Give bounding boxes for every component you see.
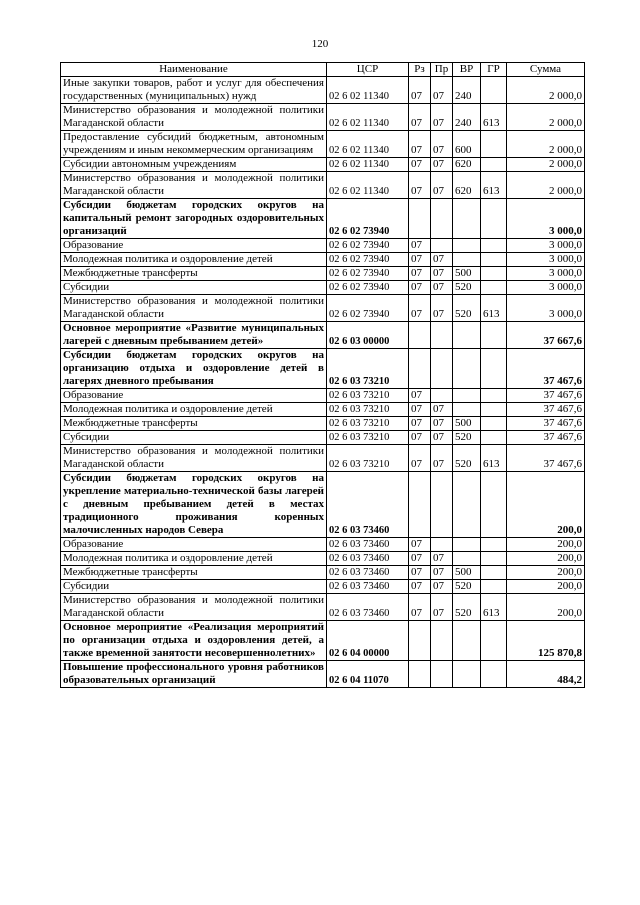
row-vr-cell: 620 <box>453 158 481 172</box>
table-row <box>61 295 585 322</box>
row-gr-cell <box>481 431 507 445</box>
row-csr-cell: 02 6 02 11340 <box>327 77 409 104</box>
row-rz-cell <box>409 349 431 389</box>
table-row <box>61 349 585 389</box>
row-pr-cell: 07 <box>431 104 453 131</box>
row-vr-cell <box>453 349 481 389</box>
table-row <box>61 580 585 594</box>
row-pr-cell: 07 <box>431 403 453 417</box>
row-pr-cell <box>431 349 453 389</box>
row-pr-cell: 07 <box>431 431 453 445</box>
row-gr-cell <box>481 417 507 431</box>
row-rz-cell: 07 <box>409 172 431 199</box>
row-rz-cell: 07 <box>409 580 431 594</box>
row-sum-cell: 37 667,6 <box>507 322 585 349</box>
row-pr-cell <box>431 389 453 403</box>
table-row <box>61 281 585 295</box>
row-csr-cell: 02 6 03 73460 <box>327 472 409 538</box>
row-gr-cell <box>481 199 507 239</box>
table-row <box>61 594 585 621</box>
row-gr-cell <box>481 621 507 661</box>
row-sum-cell: 37 467,6 <box>507 445 585 472</box>
row-rz-cell: 07 <box>409 77 431 104</box>
row-pr-cell: 07 <box>431 417 453 431</box>
row-gr-cell: 613 <box>481 295 507 322</box>
row-rz-cell: 07 <box>409 104 431 131</box>
row-pr-cell <box>431 199 453 239</box>
table-row <box>61 431 585 445</box>
table-row <box>61 472 585 538</box>
table-row <box>61 239 585 253</box>
row-csr-cell: 02 6 02 73940 <box>327 267 409 281</box>
row-rz-cell: 07 <box>409 538 431 552</box>
table-row <box>61 552 585 566</box>
row-csr-cell: 02 6 03 73210 <box>327 417 409 431</box>
row-pr-cell: 07 <box>431 172 453 199</box>
row-vr-cell <box>453 322 481 349</box>
row-pr-cell: 07 <box>431 158 453 172</box>
table-row <box>61 131 585 158</box>
row-gr-cell <box>481 538 507 552</box>
row-csr-cell: 02 6 02 11340 <box>327 104 409 131</box>
column-header-gr: ГР <box>481 63 507 77</box>
row-sum-cell: 2 000,0 <box>507 131 585 158</box>
row-sum-cell: 3 000,0 <box>507 295 585 322</box>
row-gr-cell <box>481 349 507 389</box>
row-name-cell: Субсидии бюджетам городских округов на организацию отдыха и оздоровление детей в лагерях дневного пребывания <box>61 349 327 389</box>
row-csr-cell: 02 6 03 73460 <box>327 566 409 580</box>
row-name-cell: Молодежная политика и оздоровление детей <box>61 403 327 417</box>
budget-table <box>60 62 585 688</box>
row-vr-cell <box>453 239 481 253</box>
row-sum-cell: 200,0 <box>507 580 585 594</box>
row-rz-cell: 07 <box>409 594 431 621</box>
row-vr-cell <box>453 552 481 566</box>
row-gr-cell: 613 <box>481 445 507 472</box>
row-vr-cell: 500 <box>453 417 481 431</box>
row-name-cell: Министерство образования и молодежной политики Магаданской области <box>61 295 327 322</box>
row-csr-cell: 02 6 03 73210 <box>327 349 409 389</box>
table-row <box>61 172 585 199</box>
row-pr-cell <box>431 239 453 253</box>
row-csr-cell: 02 6 03 73210 <box>327 389 409 403</box>
row-name-cell: Субсидии <box>61 431 327 445</box>
row-sum-cell: 37 467,6 <box>507 431 585 445</box>
row-rz-cell: 07 <box>409 389 431 403</box>
column-header-vr: ВР <box>453 63 481 77</box>
row-vr-cell: 520 <box>453 580 481 594</box>
row-sum-cell: 200,0 <box>507 594 585 621</box>
row-gr-cell <box>481 403 507 417</box>
row-name-cell: Межбюджетные трансферты <box>61 566 327 580</box>
row-name-cell: Молодежная политика и оздоровление детей <box>61 552 327 566</box>
row-name-cell: Субсидии бюджетам городских округов на капитальный ремонт загородных оздоровительных организаций <box>61 199 327 239</box>
row-gr-cell: 613 <box>481 594 507 621</box>
row-name-cell: Образование <box>61 538 327 552</box>
row-vr-cell: 620 <box>453 172 481 199</box>
row-sum-cell: 484,2 <box>507 661 585 688</box>
column-header-sum: Сумма <box>507 63 585 77</box>
row-pr-cell: 07 <box>431 295 453 322</box>
row-vr-cell <box>453 253 481 267</box>
row-sum-cell: 37 467,6 <box>507 417 585 431</box>
table-header-row <box>61 63 585 77</box>
row-sum-cell: 3 000,0 <box>507 199 585 239</box>
row-rz-cell: 07 <box>409 131 431 158</box>
row-name-cell: Образование <box>61 239 327 253</box>
row-rz-cell: 07 <box>409 158 431 172</box>
row-sum-cell: 200,0 <box>507 552 585 566</box>
row-vr-cell: 520 <box>453 431 481 445</box>
row-vr-cell: 600 <box>453 131 481 158</box>
row-pr-cell: 07 <box>431 77 453 104</box>
row-csr-cell: 02 6 03 73210 <box>327 445 409 472</box>
column-header-name: Наименование <box>61 63 327 77</box>
row-vr-cell <box>453 389 481 403</box>
row-pr-cell: 07 <box>431 445 453 472</box>
row-vr-cell: 240 <box>453 77 481 104</box>
row-gr-cell <box>481 566 507 580</box>
row-pr-cell <box>431 538 453 552</box>
row-vr-cell: 520 <box>453 295 481 322</box>
table-row <box>61 403 585 417</box>
row-vr-cell <box>453 621 481 661</box>
table-row <box>61 77 585 104</box>
row-rz-cell <box>409 472 431 538</box>
row-name-cell: Межбюджетные трансферты <box>61 417 327 431</box>
row-pr-cell: 07 <box>431 552 453 566</box>
page-number: 120 <box>311 38 329 50</box>
row-pr-cell: 07 <box>431 580 453 594</box>
table-row <box>61 389 585 403</box>
row-pr-cell: 07 <box>431 253 453 267</box>
row-pr-cell: 07 <box>431 566 453 580</box>
row-csr-cell: 02 6 03 00000 <box>327 322 409 349</box>
row-rz-cell: 07 <box>409 253 431 267</box>
row-rz-cell: 07 <box>409 552 431 566</box>
row-vr-cell: 520 <box>453 594 481 621</box>
row-rz-cell: 07 <box>409 239 431 253</box>
row-pr-cell: 07 <box>431 281 453 295</box>
row-pr-cell <box>431 322 453 349</box>
column-header-csr: ЦСР <box>327 63 409 77</box>
row-rz-cell <box>409 621 431 661</box>
row-csr-cell: 02 6 02 73940 <box>327 281 409 295</box>
row-csr-cell: 02 6 03 73460 <box>327 594 409 621</box>
row-gr-cell <box>481 472 507 538</box>
row-gr-cell <box>481 131 507 158</box>
row-sum-cell: 200,0 <box>507 566 585 580</box>
table-row <box>61 445 585 472</box>
row-rz-cell: 07 <box>409 267 431 281</box>
row-vr-cell <box>453 661 481 688</box>
row-gr-cell <box>481 77 507 104</box>
row-name-cell: Молодежная политика и оздоровление детей <box>61 253 327 267</box>
row-name-cell: Субсидии бюджетам городских округов на укрепление материально-технической базы лагерей с дневным пребыванием детей в местах традиционного проживания коренных малочисленных народов Севера <box>61 472 327 538</box>
table-row <box>61 417 585 431</box>
row-vr-cell <box>453 538 481 552</box>
row-rz-cell: 07 <box>409 403 431 417</box>
row-rz-cell: 07 <box>409 281 431 295</box>
row-sum-cell: 3 000,0 <box>507 253 585 267</box>
row-name-cell: Иные закупки товаров, работ и услуг для обеспечения государственных (муниципальных) нужд <box>61 77 327 104</box>
row-csr-cell: 02 6 04 00000 <box>327 621 409 661</box>
row-name-cell: Основное мероприятие «Развитие муниципальных лагерей с дневным пребыванием детей» <box>61 322 327 349</box>
row-sum-cell: 37 467,6 <box>507 349 585 389</box>
table-row <box>61 661 585 688</box>
column-header-pr: Пр <box>431 63 453 77</box>
row-name-cell: Повышение профессионального уровня работников образовательных организаций <box>61 661 327 688</box>
row-csr-cell: 02 6 03 73460 <box>327 552 409 566</box>
row-pr-cell <box>431 621 453 661</box>
row-pr-cell <box>431 472 453 538</box>
row-rz-cell: 07 <box>409 431 431 445</box>
row-sum-cell: 3 000,0 <box>507 281 585 295</box>
table-row <box>61 199 585 239</box>
row-sum-cell: 2 000,0 <box>507 104 585 131</box>
row-gr-cell <box>481 552 507 566</box>
table-row <box>61 538 585 552</box>
row-sum-cell: 3 000,0 <box>507 267 585 281</box>
row-sum-cell: 200,0 <box>507 538 585 552</box>
row-name-cell: Министерство образования и молодежной политики Магаданской области <box>61 594 327 621</box>
row-vr-cell: 500 <box>453 566 481 580</box>
row-csr-cell: 02 6 02 73940 <box>327 295 409 322</box>
row-gr-cell <box>481 389 507 403</box>
row-gr-cell: 613 <box>481 172 507 199</box>
row-rz-cell: 07 <box>409 295 431 322</box>
row-csr-cell: 02 6 02 11340 <box>327 172 409 199</box>
row-rz-cell <box>409 322 431 349</box>
row-csr-cell: 02 6 02 73940 <box>327 239 409 253</box>
table-row <box>61 158 585 172</box>
row-name-cell: Министерство образования и молодежной политики Магаданской области <box>61 172 327 199</box>
table-row <box>61 267 585 281</box>
row-gr-cell <box>481 239 507 253</box>
row-name-cell: Министерство образования и молодежной политики Магаданской области <box>61 104 327 131</box>
row-sum-cell: 2 000,0 <box>507 77 585 104</box>
row-sum-cell: 3 000,0 <box>507 239 585 253</box>
row-vr-cell: 520 <box>453 445 481 472</box>
row-sum-cell: 2 000,0 <box>507 172 585 199</box>
row-rz-cell: 07 <box>409 566 431 580</box>
row-name-cell: Предоставление субсидий бюджетным, автономным учреждениям и иным некоммерческим организациям <box>61 131 327 158</box>
row-rz-cell: 07 <box>409 445 431 472</box>
row-name-cell: Министерство образования и молодежной политики Магаданской области <box>61 445 327 472</box>
table-row <box>61 104 585 131</box>
row-sum-cell: 2 000,0 <box>507 158 585 172</box>
table-body <box>61 77 585 688</box>
row-gr-cell <box>481 661 507 688</box>
row-pr-cell: 07 <box>431 267 453 281</box>
table-row <box>61 322 585 349</box>
table-row <box>61 621 585 661</box>
row-vr-cell: 240 <box>453 104 481 131</box>
row-csr-cell: 02 6 03 73460 <box>327 538 409 552</box>
row-gr-cell <box>481 322 507 349</box>
row-gr-cell <box>481 267 507 281</box>
row-pr-cell: 07 <box>431 594 453 621</box>
row-sum-cell: 37 467,6 <box>507 403 585 417</box>
row-name-cell: Субсидии <box>61 281 327 295</box>
row-name-cell: Межбюджетные трансферты <box>61 267 327 281</box>
row-gr-cell: 613 <box>481 104 507 131</box>
row-csr-cell: 02 6 02 11340 <box>327 158 409 172</box>
row-name-cell: Основное мероприятие «Реализация мероприятий по организации отдыха и оздоровления детей, а также временной занятости несовершеннолетних» <box>61 621 327 661</box>
row-csr-cell: 02 6 03 73210 <box>327 403 409 417</box>
row-name-cell: Субсидии <box>61 580 327 594</box>
table-row <box>61 253 585 267</box>
row-name-cell: Субсидии автономным учреждениям <box>61 158 327 172</box>
row-pr-cell: 07 <box>431 131 453 158</box>
row-gr-cell <box>481 580 507 594</box>
row-vr-cell: 500 <box>453 267 481 281</box>
row-vr-cell <box>453 472 481 538</box>
row-csr-cell: 02 6 02 11340 <box>327 131 409 158</box>
row-gr-cell <box>481 281 507 295</box>
row-vr-cell <box>453 403 481 417</box>
row-rz-cell: 07 <box>409 417 431 431</box>
row-sum-cell: 37 467,6 <box>507 389 585 403</box>
row-rz-cell <box>409 199 431 239</box>
row-gr-cell <box>481 253 507 267</box>
row-csr-cell: 02 6 02 73940 <box>327 253 409 267</box>
row-csr-cell: 02 6 04 11070 <box>327 661 409 688</box>
row-vr-cell <box>453 199 481 239</box>
row-sum-cell: 200,0 <box>507 472 585 538</box>
column-header-rz: Рз <box>409 63 431 77</box>
row-gr-cell <box>481 158 507 172</box>
row-name-cell: Образование <box>61 389 327 403</box>
row-csr-cell: 02 6 02 73940 <box>327 199 409 239</box>
row-sum-cell: 125 870,8 <box>507 621 585 661</box>
table-row <box>61 566 585 580</box>
row-csr-cell: 02 6 03 73210 <box>327 431 409 445</box>
row-csr-cell: 02 6 03 73460 <box>327 580 409 594</box>
row-rz-cell <box>409 661 431 688</box>
row-vr-cell: 520 <box>453 281 481 295</box>
row-pr-cell <box>431 661 453 688</box>
